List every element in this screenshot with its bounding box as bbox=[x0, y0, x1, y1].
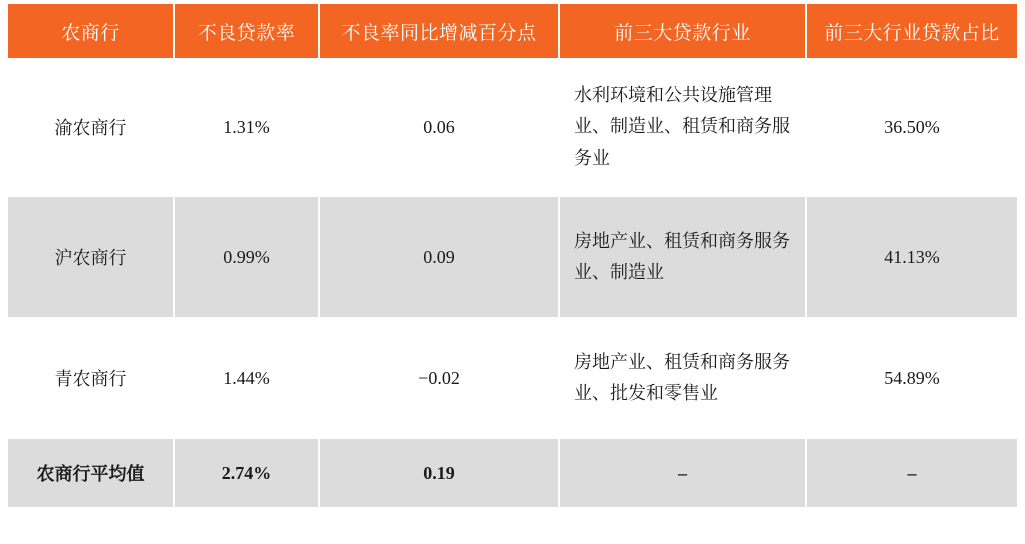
table-header bbox=[8, 4, 1017, 58]
cell-top3-share: 54.89% bbox=[806, 318, 1017, 439]
column-header-top3-share: 前三大行业贷款占比 bbox=[806, 4, 1017, 58]
column-header-top3-industries: 前三大贷款行业 bbox=[559, 4, 806, 58]
table-row bbox=[8, 318, 1017, 439]
cell-npl-yoy-change: 0.09 bbox=[319, 197, 559, 318]
cell-top3-share: 41.13% bbox=[806, 197, 1017, 318]
cell-bank-name: 沪农商行 bbox=[8, 197, 174, 318]
cell-npl-ratio: 0.99% bbox=[174, 197, 319, 318]
column-header-npl-ratio: 不良贷款率 bbox=[174, 4, 319, 58]
cell-top3-share: – bbox=[806, 439, 1017, 508]
cell-top3-share: 36.50% bbox=[806, 58, 1017, 197]
cell-top3-industries: 水利环境和公共设施管理业、制造业、租赁和商务服务业 bbox=[559, 58, 806, 197]
table-header-row bbox=[8, 4, 1017, 58]
table-row-total bbox=[8, 439, 1017, 508]
column-header-npl-yoy-change: 不良率同比增减百分点 bbox=[319, 4, 559, 58]
cell-bank-name: 青农商行 bbox=[8, 318, 174, 439]
cell-npl-yoy-change: 0.19 bbox=[319, 439, 559, 508]
cell-top3-industries: 房地产业、租赁和商务服务业、制造业 bbox=[559, 197, 806, 318]
table-row bbox=[8, 58, 1017, 197]
cell-top3-industries: – bbox=[559, 439, 806, 508]
cell-bank-name: 渝农商行 bbox=[8, 58, 174, 197]
cell-top3-industries: 房地产业、租赁和商务服务业、批发和零售业 bbox=[559, 318, 806, 439]
cell-npl-ratio: 1.31% bbox=[174, 58, 319, 197]
table-body bbox=[8, 58, 1017, 508]
table-row bbox=[8, 197, 1017, 318]
bank-npl-table bbox=[8, 4, 1017, 508]
cell-npl-ratio: 1.44% bbox=[174, 318, 319, 439]
column-header-bank: 农商行 bbox=[8, 4, 174, 58]
cell-bank-name: 农商行平均值 bbox=[8, 439, 174, 508]
cell-npl-ratio: 2.74% bbox=[174, 439, 319, 508]
cell-npl-yoy-change: −0.02 bbox=[319, 318, 559, 439]
cell-npl-yoy-change: 0.06 bbox=[319, 58, 559, 197]
